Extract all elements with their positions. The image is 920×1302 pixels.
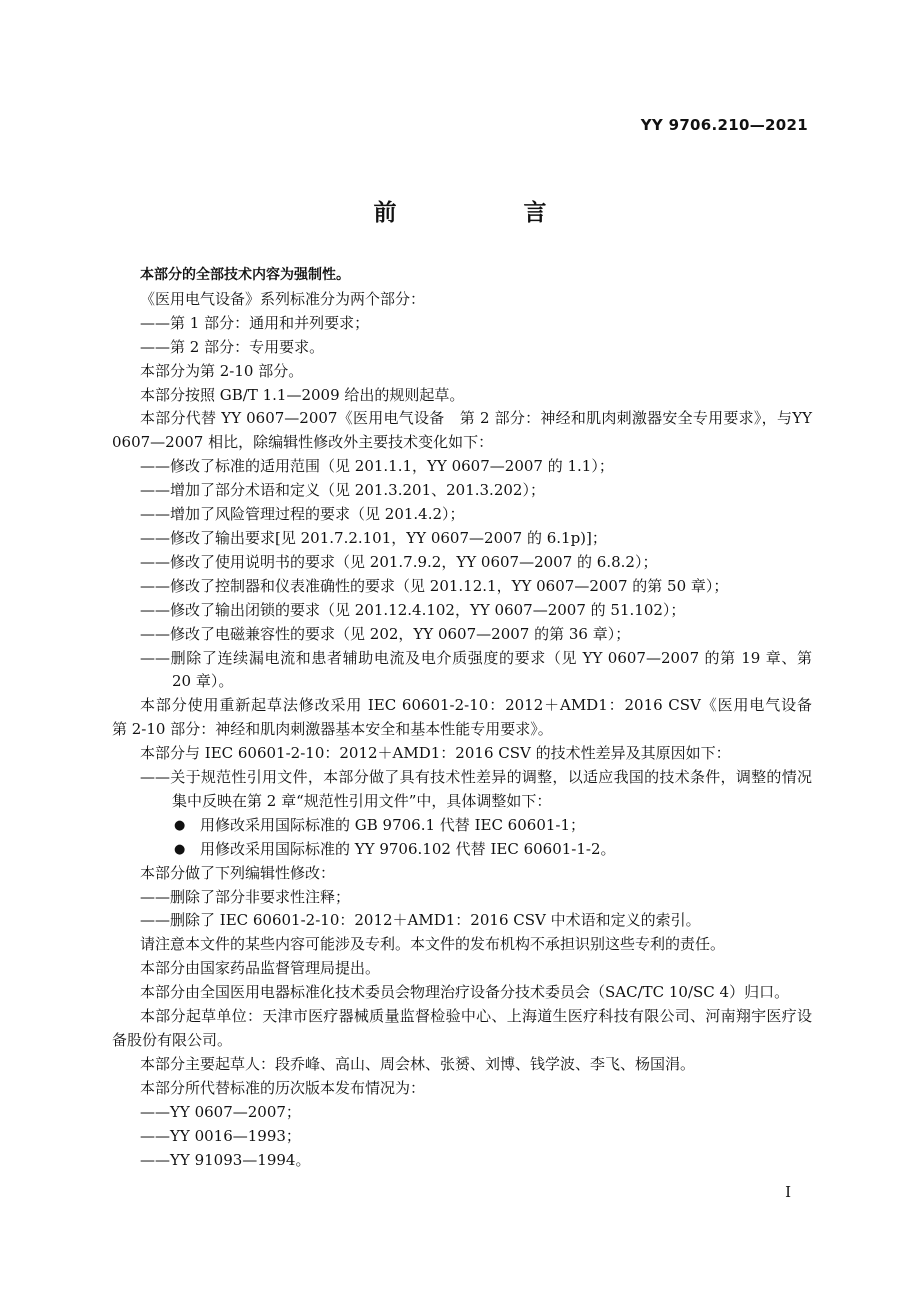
- bullet-text: 用修改采用国际标准的 YY 9706.102 代替 IEC 60601-1-2。: [200, 839, 616, 858]
- paragraph: 本部分主要起草人：段乔峰、高山、周会林、张赟、刘博、钱学波、李飞、杨国涓。: [140, 1054, 696, 1073]
- list-item: ——修改了标准的适用范围（见 201.1.1，YY 0607—2007 的 1.1）；: [140, 457, 614, 476]
- paragraph: 本部分做了下列编辑性修改：: [140, 863, 336, 882]
- page-number: I: [785, 1183, 791, 1201]
- list-item: ——删除了 IEC 60601-2-10：2012＋AMD1：2016 CSV 中术语和定义的索引。: [140, 911, 701, 930]
- list-item: ——第 1 部分：通用和并列要求；: [140, 313, 370, 332]
- page-title: 前 言: [373, 200, 599, 226]
- paragraph: 本部分由国家药品监督管理局提出。: [140, 959, 381, 978]
- list-item: ——增加了部分术语和定义（见 201.3.201、201.3.202）；: [140, 481, 545, 500]
- foreword-body: [112, 264, 828, 1172]
- list-item: ——删除了连续漏电流和患者辅助电流及电介质强度的要求（见 YY 0607—2007 的第 19 章、第 20 章）。: [140, 648, 812, 691]
- paragraph: 本部分所代替标准的历次版本发布情况为：: [140, 1078, 426, 1097]
- list-item: ——修改了电磁兼容性的要求（见 202，YY 0607—2007 的第 36 章）；: [140, 624, 631, 643]
- list-item: ——YY 0016—1993；: [140, 1126, 301, 1145]
- standard-code: YY 9706.210—2021: [640, 116, 808, 134]
- list-item: ——修改了控制器和仪表准确性的要求（见 201.12.1，YY 0607—2007 的第 50 章）；: [140, 576, 729, 595]
- paragraph: 本部分起草单位：天津市医疗器械质量监督检验中心、上海道生医疗科技有限公司、河南翔宇医疗设备股份有限公司。: [112, 1007, 812, 1049]
- paragraph: 本部分的全部技术内容为强制性。: [140, 267, 350, 283]
- list-item: ——删除了部分非要求性注释；: [140, 887, 351, 906]
- paragraph: 本部分按照 GB/T 1.1—2009 给出的规则起草。: [140, 385, 465, 404]
- list-item: ——修改了使用说明书的要求（见 201.7.9.2，YY 0607—2007 的 6.8.2）；: [140, 552, 658, 571]
- paragraph: 本部分与 IEC 60601-2-10：2012＋AMD1：2016 CSV 的技术性差异及其原因如下：: [140, 744, 731, 763]
- list-item: ——关于规范性引用文件，本部分做了具有技术性差异的调整，以适应我国的技术条件，调整的情况集中反映在第 2 章“规范性引用文件”中，具体调整如下：: [140, 768, 812, 810]
- list-item: ——第 2 部分：专用要求。: [140, 337, 325, 356]
- paragraph: 本部分代替 YY 0607—2007《医用电气设备 第 2 部分：神经和肌肉刺激器安全专用要求》，与YY 0607—2007 相比，除编辑性修改外主要技术变化如下：: [112, 409, 812, 452]
- bullet-text: 用修改采用国际标准的 GB 9706.1 代替 IEC 60601-1；: [200, 815, 586, 834]
- paragraph: 请注意本文件的某些内容可能涉及专利。本文件的发布机构不承担识别这些专利的责任。: [140, 935, 726, 954]
- list-item: ——修改了输出闭锁的要求（见 201.12.4.102，YY 0607—2007 的 51.102）；: [140, 600, 686, 619]
- list-item: ——增加了风险管理过程的要求（见 201.4.2）；: [140, 505, 465, 524]
- paragraph: 本部分使用重新起草法修改采用 IEC 60601-2-10：2012＋AMD1：2016 CSV《医用电气设备 第 2-10 部分：神经和肌肉刺激器基本安全和基本性能专用要求》。: [112, 696, 828, 739]
- bullet-item: [112, 814, 812, 838]
- paragraph: 《医用电气设备》系列标准分为两个部分：: [140, 289, 426, 308]
- bullet-icon: ●: [174, 841, 186, 857]
- list-item: ——YY 0607—2007；: [140, 1102, 301, 1121]
- list-item: ——YY 91093—1994。: [140, 1150, 311, 1169]
- bullet-item: [112, 838, 812, 862]
- paragraph: 本部分由全国医用电器标准化技术委员会物理治疗设备分技术委员会（SAC/TC 10/SC 4）归口。: [140, 983, 790, 1002]
- paragraph: 本部分为第 2-10 部分。: [140, 361, 304, 380]
- bullet-icon: ●: [174, 817, 186, 833]
- list-item: ——修改了输出要求[见 201.7.2.101，YY 0607—2007 的 6.1p)]；: [140, 528, 607, 547]
